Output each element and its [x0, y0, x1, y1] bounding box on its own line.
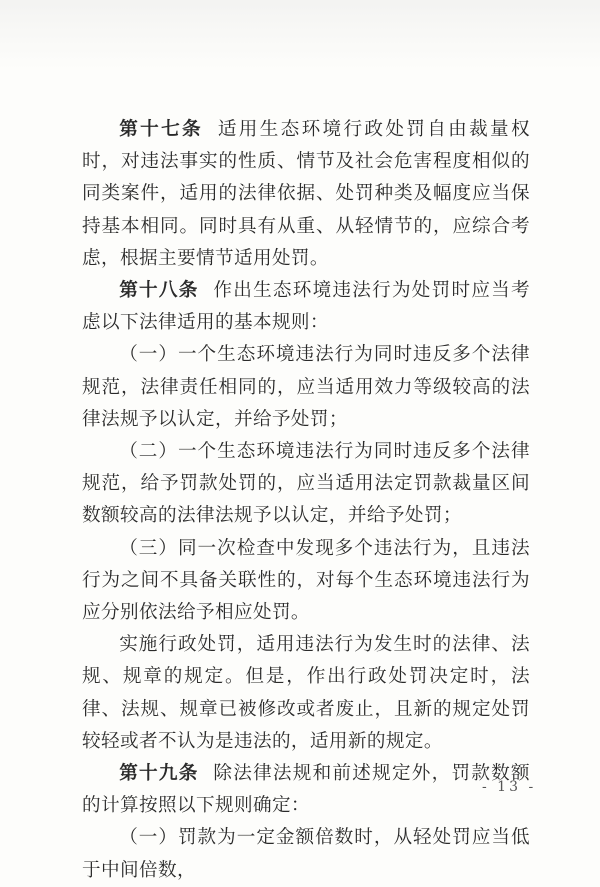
article-heading: 第十七条	[119, 119, 203, 140]
paragraph-item-1	[82, 339, 530, 436]
paragraph-text: 适用生态环境行政处罚自由裁量权时，对违法事实的性质、情节及社会危害程度相似的同类案件，适用的法律依据、处罚种类及幅度应当保持基本相同。同时具有从重、从轻情节的，应综合考虑，根据主要情节适用处罚。	[82, 119, 530, 269]
scan-bleed-through	[0, 0, 600, 70]
page-number: - 13 -	[482, 779, 537, 795]
paragraph-item-2	[82, 436, 530, 533]
paragraph-text: 除法律法规和前述规定外，罚款数额的计算按照以下规则确定：	[82, 763, 530, 817]
paragraph-text: 作出生态环境违法行为处罚时应当考虑以下法律适用的基本规则：	[82, 280, 530, 334]
paragraph-article-17	[82, 114, 530, 275]
paragraph-article-18	[82, 275, 530, 339]
paragraph-article-19	[82, 758, 530, 822]
article-heading: 第十九条	[119, 763, 199, 785]
article-heading: 第十八条	[119, 280, 199, 302]
paragraph-text: （一）一个生态环境违法行为同时违反多个法律规范，法律责任相同的，应当适用效力等级较高的法律法规予以认定，并给予处罚；	[82, 344, 530, 430]
paragraph-text: （三）同一次检查中发现多个违法行为，且违法行为之间不具备关联性的，对每个生态环境违法行为应分别依法给予相应处罚。	[82, 537, 530, 624]
paragraph-item-19-1	[82, 822, 530, 886]
document-body	[82, 114, 530, 887]
paragraph-item-3	[82, 533, 530, 630]
paragraph-text: （一）罚款为一定金额倍数时，从轻处罚应当低于中间倍数，	[82, 827, 530, 881]
paragraph-applicable-law	[82, 629, 530, 758]
paragraph-text: 实施行政处罚，适用违法行为发生时的法律、法规、规章的规定。但是，作出行政处罚决定时，法律、法规、规章已被修改或者废止，且新的规定处罚较轻或者不认为是违法的，适用新的规定。	[82, 634, 530, 752]
paragraph-text: （二）一个生态环境违法行为同时违反多个法律规范，给予罚款处罚的，应当适用法定罚款裁量区间数额较高的法律法规予以认定，并给予处罚；	[82, 441, 530, 527]
